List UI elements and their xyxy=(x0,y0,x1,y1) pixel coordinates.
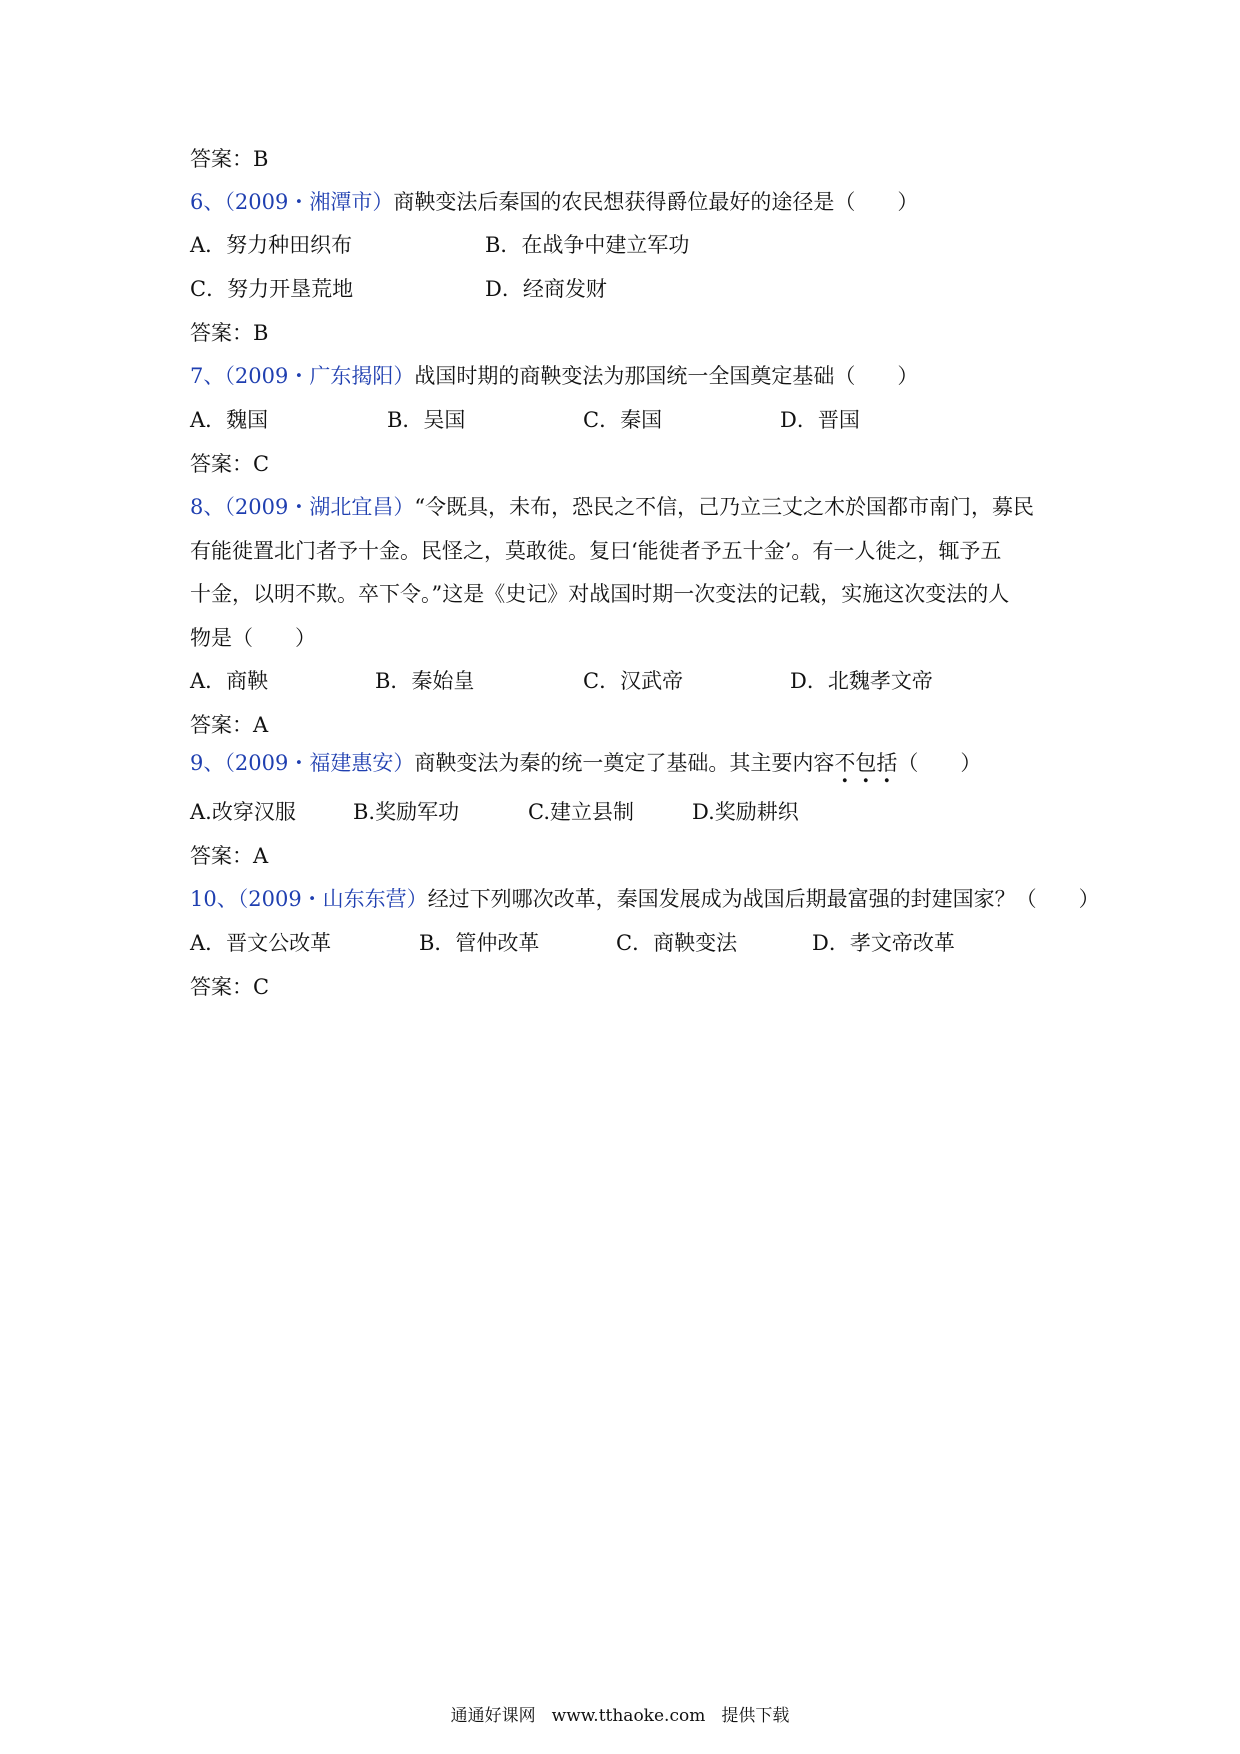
option-c: C．秦国 xyxy=(583,408,663,432)
option-c: C．商鞅变法 xyxy=(616,931,738,955)
question-number: 7、 xyxy=(190,364,225,388)
question-stem-line: 物是（ ） xyxy=(190,626,316,650)
question-6 xyxy=(190,188,918,216)
question-9 xyxy=(190,749,981,777)
option-d: D.奖励耕织 xyxy=(692,800,799,824)
question-source: （2009・广东揭阳） xyxy=(224,364,415,388)
answer-6: 答案：B xyxy=(190,321,269,345)
answer-5: 答案：B xyxy=(190,147,269,171)
footer-suffix: 提供下载 xyxy=(721,1706,790,1726)
question-number: 8、 xyxy=(190,495,225,519)
question-number: 9、 xyxy=(190,751,225,775)
question-stem: 商鞅变法后秦国的农民想获得爵位最好的途径是（ ） xyxy=(393,190,919,214)
question-source: （2009・湖北宜昌） xyxy=(224,495,415,519)
emphasis-char: 括 xyxy=(876,751,898,775)
question-7 xyxy=(190,362,918,390)
question-stem: 经过下列哪次改革，秦国发展成为战国后期最富强的封建国家？（ ） xyxy=(427,887,1100,911)
question-source: （2009・福建惠安） xyxy=(224,751,415,775)
option-b: B.奖励军功 xyxy=(353,800,460,824)
option-b: B．吴国 xyxy=(387,408,466,432)
question-stem: 商鞅变法为秦的统一奠定了基础。其主要内容 xyxy=(414,751,835,775)
footer-site-name: 通通好课网 xyxy=(450,1706,536,1726)
option-d: D．经商发财 xyxy=(485,277,607,301)
option-d: D．北魏孝文帝 xyxy=(790,669,933,693)
answer-10: 答案：C xyxy=(190,975,270,999)
option-a: A．魏国 xyxy=(190,408,269,432)
option-c: C．汉武帝 xyxy=(583,669,684,693)
question-stem-end: （ ） xyxy=(897,751,982,775)
option-a: A.改穿汉服 xyxy=(190,800,296,824)
question-stem: 战国时期的商鞅变法为那国统一全国奠定基础（ ） xyxy=(414,364,919,388)
option-d: D．孝文帝改革 xyxy=(812,931,955,955)
question-stem-line: 有能徙置北门者予十金。民怪之，莫敢徙。复曰‘能徙者予五十金’。有一人徙之，辄予五 xyxy=(190,539,1002,563)
answer-8: 答案：A xyxy=(190,713,269,737)
footer-url[interactable]: www.tthaoke.com xyxy=(551,1706,706,1726)
option-a: A．晋文公改革 xyxy=(190,931,332,955)
option-d: D．晋国 xyxy=(780,408,860,432)
question-8 xyxy=(190,493,1034,521)
option-a: A．商鞅 xyxy=(190,669,269,693)
emphasis-char: 不 xyxy=(834,751,856,775)
option-b: B．管仲改革 xyxy=(419,931,540,955)
question-stem: “令既具，未布，恐民之不信，己乃立三丈之木於国都市南门，募民 xyxy=(414,495,1035,519)
option-b: B．在战争中建立军功 xyxy=(485,233,690,257)
option-c: C.建立县制 xyxy=(528,800,634,824)
emphasis-char: 包 xyxy=(855,751,877,775)
answer-7: 答案：C xyxy=(190,452,270,476)
page-footer xyxy=(0,1701,1240,1726)
option-c: C．努力开垦荒地 xyxy=(190,277,354,301)
question-10 xyxy=(190,885,1100,913)
option-a: A．努力种田织布 xyxy=(190,233,353,257)
question-source: （2009・山东东营） xyxy=(237,887,428,911)
question-number: 6、 xyxy=(190,190,225,214)
question-source: （2009・湘潭市） xyxy=(224,190,394,214)
answer-9: 答案：A xyxy=(190,844,269,868)
question-stem-line: 十金，以明不欺。卒下令。”这是《史记》对战国时期一次变法的记载，实施这次变法的人 xyxy=(190,582,1010,606)
option-b: B．秦始皇 xyxy=(375,669,475,693)
question-number: 10、 xyxy=(190,887,238,911)
